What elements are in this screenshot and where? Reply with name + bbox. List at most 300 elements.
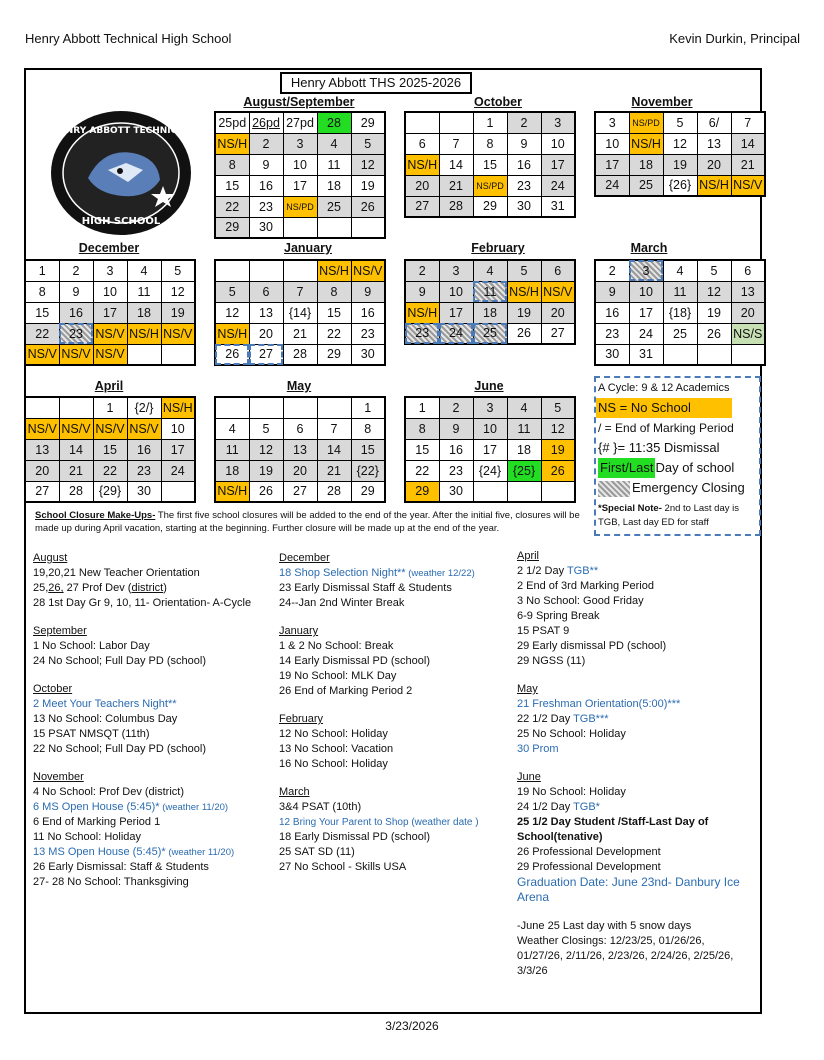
- day-cell: 4: [127, 260, 161, 281]
- day-cell: NS/H: [215, 481, 249, 502]
- month-name-aug-sep: August/September: [243, 95, 355, 109]
- day-cell: 5: [507, 260, 541, 281]
- day-cell: 8: [405, 418, 439, 439]
- event-item: 24--Jan 2nd Winter Break: [279, 597, 405, 609]
- day-cell: 1: [25, 260, 59, 281]
- day-cell: 11: [507, 418, 541, 439]
- events-heading: January: [279, 625, 319, 637]
- day-cell: 11: [215, 439, 249, 460]
- event-item: 14 Early Dismissal PD (school): [279, 655, 430, 667]
- event-item: 27- 28 No School: Thanksgiving: [33, 876, 189, 888]
- day-cell: 16: [439, 439, 473, 460]
- day-cell: NS/V: [25, 344, 59, 365]
- day-cell: 3: [541, 112, 575, 133]
- day-cell: 6: [541, 260, 575, 281]
- legend-no-school: NS = No School: [596, 398, 732, 418]
- day-cell: 12: [697, 281, 731, 302]
- event-item: 19 No School: Holiday: [517, 786, 626, 798]
- day-cell: 17: [283, 175, 317, 196]
- day-cell: [351, 217, 385, 238]
- week-row: [595, 323, 765, 344]
- day-cell: 28: [283, 344, 317, 365]
- week-row: [25, 260, 195, 281]
- day-cell: 13: [697, 133, 731, 154]
- day-cell: 23: [595, 323, 629, 344]
- special-note: [596, 498, 759, 530]
- day-cell: 23: [405, 323, 439, 344]
- day-cell: 23: [59, 323, 93, 344]
- day-cell: 17: [595, 154, 629, 175]
- day-cell: 17: [93, 302, 127, 323]
- events-heading: September: [33, 625, 87, 637]
- day-cell: 1: [351, 397, 385, 418]
- event-item: 2 1/2 Day TGB**: [517, 565, 599, 577]
- event-item: 22 1/2 Day TGB***: [517, 713, 609, 725]
- day-cell: 28: [439, 196, 473, 217]
- day-cell: 30: [507, 196, 541, 217]
- day-cell: 22: [215, 196, 249, 217]
- day-cell: 19: [697, 302, 731, 323]
- event-item: 2 Meet Your Teachers Night**: [33, 698, 177, 710]
- day-cell: 29: [351, 481, 385, 502]
- day-cell: 29: [405, 481, 439, 502]
- week-row: [25, 418, 195, 439]
- week-row: [215, 481, 385, 502]
- day-cell: 12: [351, 154, 385, 175]
- event-item: 6-9 Spring Break: [517, 610, 600, 622]
- day-cell: {25}: [507, 460, 541, 481]
- event-item: 18 Shop Selection Night** (weather 12/22): [279, 567, 475, 579]
- day-cell: NS/V: [93, 323, 127, 344]
- events-column-3: [517, 549, 747, 979]
- day-cell: 14: [59, 439, 93, 460]
- day-cell: 29: [215, 217, 249, 238]
- day-cell: NS/PD: [629, 112, 663, 133]
- day-cell: 9: [405, 281, 439, 302]
- day-cell: [215, 397, 249, 418]
- event-item: 25 No School: Holiday: [517, 728, 626, 740]
- logo-top-text: HENRY ABBOTT TECHNICAL: [52, 126, 190, 136]
- event-item: 3 No School: Good Friday: [517, 595, 644, 607]
- day-cell: 13: [25, 439, 59, 460]
- event-item: 29 NGSS (11): [517, 655, 586, 667]
- month-grid-nov: [594, 111, 766, 197]
- day-cell: 19: [541, 439, 575, 460]
- day-cell: 17: [161, 439, 195, 460]
- day-cell: 5: [161, 260, 195, 281]
- day-cell: 21: [283, 323, 317, 344]
- day-cell: [731, 344, 765, 365]
- day-cell: 30: [127, 481, 161, 502]
- month-grid-apr: [24, 396, 196, 503]
- week-row: [405, 460, 575, 481]
- day-cell: 15: [405, 439, 439, 460]
- day-cell: 1: [473, 112, 507, 133]
- day-cell: 3: [629, 260, 663, 281]
- event-item: 3&4 PSAT (10th): [279, 801, 362, 813]
- day-cell: 23: [351, 323, 385, 344]
- legend-first-last-text: Day of school: [655, 460, 735, 475]
- day-cell: 15: [25, 302, 59, 323]
- day-cell: 8: [25, 281, 59, 302]
- day-cell: 16: [351, 302, 385, 323]
- event-item: 24 No School; Full Day PD (school): [33, 655, 207, 667]
- day-cell: 7: [283, 281, 317, 302]
- day-cell: NS/H: [215, 133, 249, 154]
- week-row: [25, 481, 195, 502]
- week-row: [405, 196, 575, 217]
- day-cell: 6: [731, 260, 765, 281]
- day-cell: 19: [351, 175, 385, 196]
- day-cell: 30: [249, 217, 283, 238]
- day-cell: 20: [697, 154, 731, 175]
- day-cell: 2: [507, 112, 541, 133]
- day-cell: NS/H: [629, 133, 663, 154]
- week-row: [215, 217, 385, 238]
- day-cell: NS/H: [405, 154, 439, 175]
- month-grid-aug-sep: [214, 111, 386, 239]
- month-grid-jan: [214, 259, 386, 366]
- day-cell: 10: [541, 133, 575, 154]
- day-cell: 24: [629, 323, 663, 344]
- day-cell: 17: [439, 302, 473, 323]
- legend-end-marking: / = End of Marking Period: [598, 421, 734, 435]
- day-cell: NS/V: [59, 418, 93, 439]
- day-cell: {14}: [283, 302, 317, 323]
- day-cell: 22: [93, 460, 127, 481]
- day-cell: 15: [473, 154, 507, 175]
- day-cell: {24}: [473, 460, 507, 481]
- day-cell: 9: [59, 281, 93, 302]
- month-name-may: May: [286, 379, 312, 393]
- events-heading: November: [33, 771, 84, 783]
- day-cell: NS/V: [351, 260, 385, 281]
- day-cell: 16: [249, 175, 283, 196]
- week-row: [215, 323, 385, 344]
- week-row: [25, 397, 195, 418]
- day-cell: 22: [317, 323, 351, 344]
- week-row: [215, 112, 385, 133]
- day-cell: {18}: [663, 302, 697, 323]
- day-cell: 5: [215, 281, 249, 302]
- events-heading: December: [279, 552, 330, 564]
- day-cell: 18: [507, 439, 541, 460]
- day-cell: [283, 217, 317, 238]
- day-cell: 4: [663, 260, 697, 281]
- day-cell: 5: [663, 112, 697, 133]
- day-cell: 10: [439, 281, 473, 302]
- day-cell: [317, 397, 351, 418]
- day-cell: [161, 481, 195, 502]
- day-cell: 11: [317, 154, 351, 175]
- event-item: 1 No School: Labor Day: [33, 640, 150, 652]
- day-cell: 15: [351, 439, 385, 460]
- day-cell: [663, 344, 697, 365]
- week-row: [215, 281, 385, 302]
- day-cell: [541, 481, 575, 502]
- month-grid-oct: [404, 111, 576, 218]
- event-item: 30 Prom: [517, 743, 559, 755]
- month-name-jun: June: [474, 379, 504, 393]
- day-cell: 26: [697, 323, 731, 344]
- day-cell: 27pd: [283, 112, 317, 133]
- day-cell: 23: [127, 460, 161, 481]
- events-column-2: [279, 551, 509, 875]
- month-name-apr: April: [94, 379, 124, 393]
- week-row: [405, 439, 575, 460]
- day-cell: 14: [317, 439, 351, 460]
- legend-a-cycle: A Cycle: 9 & 12 Academics: [598, 382, 730, 394]
- week-row: [405, 418, 575, 439]
- event-item: 29 Early dismissal PD (school): [517, 640, 667, 652]
- day-cell: NS/V: [161, 323, 195, 344]
- week-row: [595, 260, 765, 281]
- week-row: [595, 302, 765, 323]
- event-item: 29 Professional Development: [517, 861, 661, 873]
- day-cell: 14: [731, 133, 765, 154]
- day-cell: 19: [161, 302, 195, 323]
- day-cell: 22: [405, 460, 439, 481]
- day-cell: 5: [351, 133, 385, 154]
- closure-label: School Closure Make-Ups-: [35, 510, 156, 521]
- event-item: 26 Early Dismissal: Staff & Students: [33, 861, 209, 873]
- day-cell: 4: [507, 397, 541, 418]
- day-cell: 10: [283, 154, 317, 175]
- week-row: [215, 175, 385, 196]
- legend-emergency-text: Emergency Closing: [632, 480, 745, 495]
- day-cell: 3: [473, 397, 507, 418]
- day-cell: NS/V: [93, 418, 127, 439]
- day-cell: 16: [59, 302, 93, 323]
- day-cell: 13: [249, 302, 283, 323]
- day-cell: 26pd: [249, 112, 283, 133]
- day-cell: 20: [405, 175, 439, 196]
- day-cell: 20: [249, 323, 283, 344]
- week-row: [215, 133, 385, 154]
- week-row: [405, 154, 575, 175]
- day-cell: 30: [351, 344, 385, 365]
- day-cell: 2: [59, 260, 93, 281]
- week-row: [215, 260, 385, 281]
- day-cell: 7: [317, 418, 351, 439]
- day-cell: 2: [595, 260, 629, 281]
- day-cell: 21: [731, 154, 765, 175]
- day-cell: 19: [249, 460, 283, 481]
- events-heading: March: [279, 786, 310, 798]
- month-name-oct: October: [474, 95, 522, 109]
- day-cell: 5: [697, 260, 731, 281]
- hatch-swatch-icon: [598, 481, 630, 497]
- day-cell: [249, 397, 283, 418]
- day-cell: 25: [473, 323, 507, 344]
- day-cell: 27: [541, 323, 575, 344]
- day-cell: 28: [59, 481, 93, 502]
- day-cell: {26}: [663, 175, 697, 196]
- day-cell: 2: [249, 133, 283, 154]
- day-cell: 18: [317, 175, 351, 196]
- event-item: 16 No School: Holiday: [279, 758, 388, 770]
- week-row: [25, 344, 195, 365]
- day-cell: 31: [629, 344, 663, 365]
- school-logo: [48, 108, 194, 238]
- month-name-feb: February: [471, 241, 525, 255]
- week-row: [215, 439, 385, 460]
- legend-emergency: [596, 478, 759, 498]
- month-grid-jun: [404, 396, 576, 503]
- month-name-jan: January: [284, 241, 332, 255]
- day-cell: 9: [249, 154, 283, 175]
- month-grid-dec: [24, 259, 196, 366]
- week-row: [405, 260, 575, 281]
- day-cell: NS/V: [59, 344, 93, 365]
- day-cell: [439, 112, 473, 133]
- day-cell: 3: [93, 260, 127, 281]
- day-cell: 26: [351, 196, 385, 217]
- day-cell: 18: [629, 154, 663, 175]
- day-cell: 25: [629, 175, 663, 196]
- day-cell: 18: [127, 302, 161, 323]
- day-cell: 28: [317, 481, 351, 502]
- day-cell: 24: [161, 460, 195, 481]
- week-row: [405, 281, 575, 302]
- day-cell: 10: [93, 281, 127, 302]
- week-row: [405, 323, 575, 344]
- day-cell: [215, 260, 249, 281]
- day-cell: [697, 344, 731, 365]
- day-cell: 27: [25, 481, 59, 502]
- event-item: 4 No School: Prof Dev (district): [33, 786, 184, 798]
- week-row: [25, 302, 195, 323]
- event-item: 13 No School: Columbus Day: [33, 713, 178, 725]
- day-cell: 25: [663, 323, 697, 344]
- day-cell: {22}: [351, 460, 385, 481]
- day-cell: 13: [283, 439, 317, 460]
- events-column-1: [33, 551, 273, 890]
- day-cell: 1: [93, 397, 127, 418]
- day-cell: 12: [161, 281, 195, 302]
- day-cell: 27: [283, 481, 317, 502]
- week-row: [405, 302, 575, 323]
- day-cell: [507, 481, 541, 502]
- day-cell: NS/V: [127, 418, 161, 439]
- snow-day-note: -June 25 Last day with 5 snow days: [517, 920, 692, 932]
- day-cell: [283, 260, 317, 281]
- day-cell: 21: [439, 175, 473, 196]
- event-item: 25 SAT SD (11): [279, 846, 355, 858]
- event-item: 24 1/2 Day TGB*: [517, 801, 600, 813]
- day-cell: 21: [317, 460, 351, 481]
- day-cell: 23: [439, 460, 473, 481]
- special-note-label: *Special Note-: [598, 503, 662, 514]
- event-item: 27 No School - Skills USA: [279, 861, 407, 873]
- day-cell: 9: [351, 281, 385, 302]
- day-cell: NS/PD: [283, 196, 317, 217]
- event-item: 13 No School: Vacation: [279, 743, 394, 755]
- day-cell: 24: [541, 175, 575, 196]
- event-item: 21 Freshman Orientation(5:00)***: [517, 698, 681, 710]
- day-cell: 24: [439, 323, 473, 344]
- week-row: [595, 281, 765, 302]
- event-item: 26 Professional Development: [517, 846, 661, 858]
- day-cell: 5: [249, 418, 283, 439]
- event-item: 25,26, 27 Prof Dev (district): [33, 582, 167, 594]
- day-cell: 11: [663, 281, 697, 302]
- day-cell: NS/H: [317, 260, 351, 281]
- event-item: 13 MS Open House (5:45)* (weather 11/20): [33, 846, 235, 858]
- event-item: 26 End of Marking Period 2: [279, 685, 413, 697]
- day-cell: 29: [317, 344, 351, 365]
- events-heading: October: [33, 683, 73, 695]
- day-cell: 6: [249, 281, 283, 302]
- logo-bottom-text: HIGH SCHOOL: [81, 216, 161, 227]
- day-cell: 23: [507, 175, 541, 196]
- day-cell: [249, 260, 283, 281]
- legend-first-last: [596, 458, 759, 478]
- week-row: [215, 397, 385, 418]
- day-cell: 20: [25, 460, 59, 481]
- day-cell: 12: [249, 439, 283, 460]
- week-row: [25, 460, 195, 481]
- day-cell: 29: [351, 112, 385, 133]
- day-cell: NS/H: [507, 281, 541, 302]
- day-cell: 6: [283, 418, 317, 439]
- day-cell: 31: [541, 196, 575, 217]
- day-cell: 19: [507, 302, 541, 323]
- month-name-dec: December: [78, 241, 140, 255]
- event-item: 28 1st Day Gr 9, 10, 11- Orientation- A-Cycle: [33, 597, 252, 609]
- week-row: [595, 133, 765, 154]
- day-cell: 17: [541, 154, 575, 175]
- school-name: Henry Abbott Technical High School: [25, 31, 232, 46]
- week-row: [595, 344, 765, 365]
- day-cell: 2: [439, 397, 473, 418]
- day-cell: 20: [283, 460, 317, 481]
- day-cell: 10: [595, 133, 629, 154]
- day-cell: 6/: [697, 112, 731, 133]
- day-cell: 14: [439, 154, 473, 175]
- month-grid-mar: [594, 259, 766, 366]
- day-cell: 8: [473, 133, 507, 154]
- legend-first-last-highlight: First/Last: [598, 458, 655, 478]
- day-cell: NS/H: [215, 323, 249, 344]
- month-name-nov: November: [631, 95, 693, 109]
- day-cell: 13: [731, 281, 765, 302]
- day-cell: NS/V: [731, 175, 765, 196]
- day-cell: 26: [249, 481, 283, 502]
- event-item: 6 MS Open House (5:45)* (weather 11/20): [33, 801, 229, 813]
- event-item: 25 1/2 Day Student /Staff-Last Day of School(tenative): [517, 816, 709, 843]
- week-row: [405, 175, 575, 196]
- day-cell: [283, 397, 317, 418]
- day-cell: 26: [541, 460, 575, 481]
- closure-note: [35, 509, 590, 535]
- event-item: 11 No School: Holiday: [33, 831, 142, 843]
- week-row: [595, 175, 765, 196]
- day-cell: 21: [59, 460, 93, 481]
- day-cell: NS/H: [405, 302, 439, 323]
- day-cell: 26: [215, 344, 249, 365]
- day-cell: 27: [405, 196, 439, 217]
- day-cell: 29: [473, 196, 507, 217]
- week-row: [215, 196, 385, 217]
- event-item: 12 No School: Holiday: [279, 728, 388, 740]
- day-cell: 18: [215, 460, 249, 481]
- day-cell: 12: [541, 418, 575, 439]
- day-cell: 11: [473, 281, 507, 302]
- week-row: [25, 323, 195, 344]
- month-grid-feb: [404, 259, 576, 345]
- day-cell: 16: [127, 439, 161, 460]
